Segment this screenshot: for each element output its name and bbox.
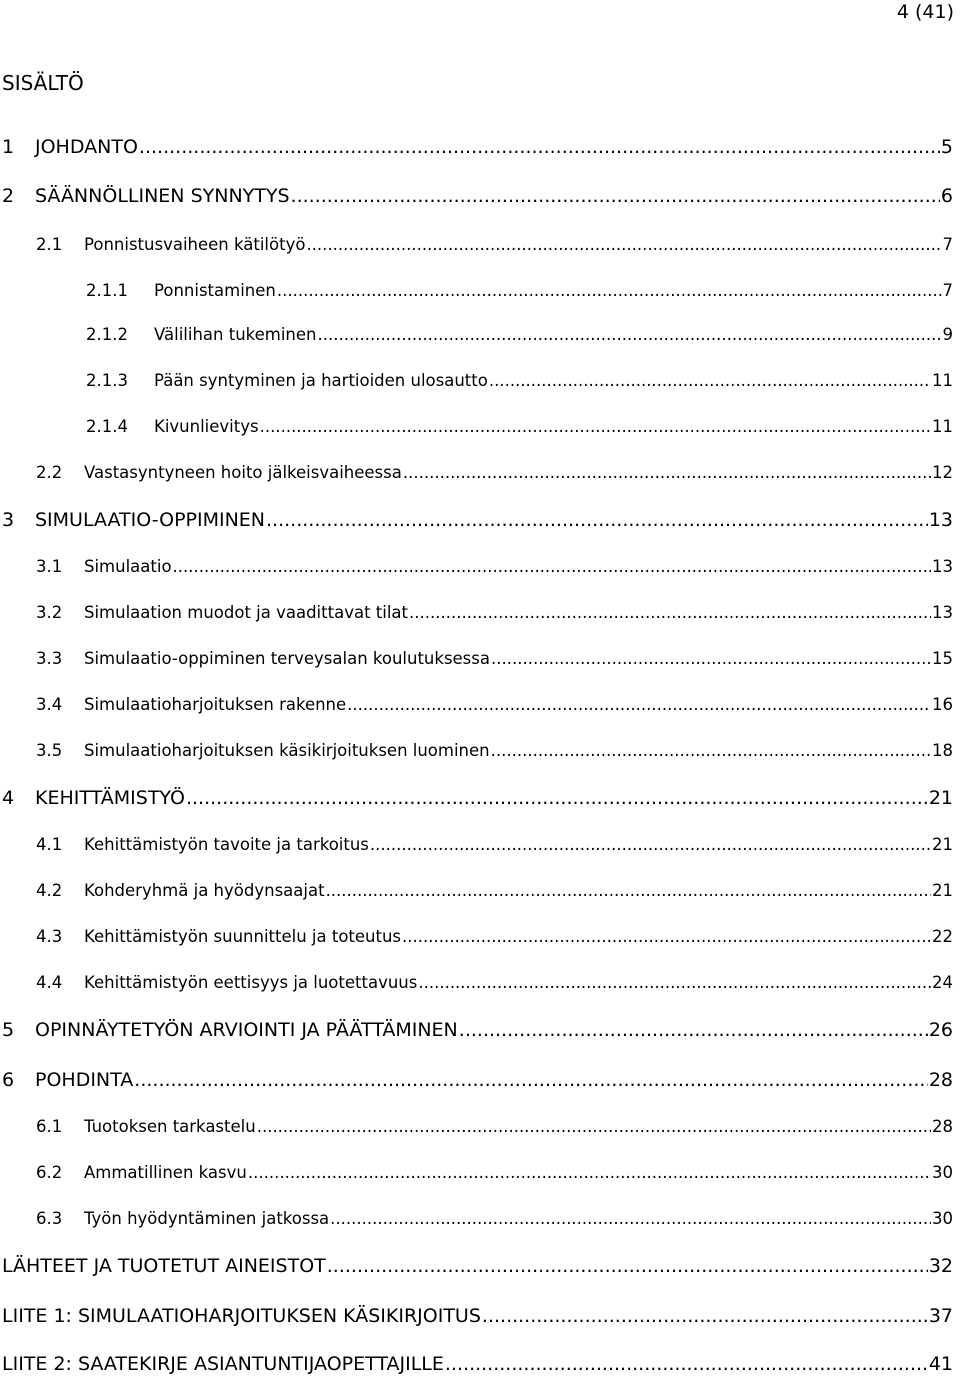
toc-number: 5 [2, 1019, 15, 1041]
toc-number: 2.2 [36, 463, 63, 482]
toc-title-text: Simulaatioharjoituksen rakenne [84, 695, 347, 714]
toc-entry-4[interactable] [2, 786, 953, 810]
toc-title-text: Kehittämistyön tavoite ja tarkoitus [84, 835, 369, 854]
toc-number: 3.2 [36, 603, 63, 622]
toc-page: 16 [932, 695, 953, 714]
toc-title-text: LIITE 2: SAATEKIRJE ASIANTUNTIJAOPETTAJILLE [2, 1353, 444, 1375]
toc-entry-2-1-2[interactable] [2, 324, 953, 346]
toc-entry-3-1[interactable] [2, 556, 953, 578]
toc-entry-4-4[interactable] [2, 972, 953, 994]
dot-leader [445, 1352, 928, 1376]
toc-number: 6.2 [36, 1163, 63, 1182]
dot-leader [491, 740, 931, 762]
toc-entry-1[interactable] [2, 135, 953, 159]
toc-page: 21 [932, 835, 953, 854]
toc-entry-2[interactable] [2, 184, 953, 208]
toc-page: 5 [940, 136, 953, 158]
dot-leader [418, 972, 931, 994]
toc-entry-lahteet[interactable] [2, 1254, 953, 1278]
toc-page: 13 [932, 557, 953, 576]
dot-leader [291, 184, 940, 208]
toc-number: 2.1.2 [86, 325, 128, 344]
toc-title-text: POHDINTA [35, 1069, 134, 1091]
toc-page: 30 [932, 1209, 953, 1228]
toc-entry-liite-2[interactable] [2, 1352, 953, 1376]
dot-leader [459, 1018, 928, 1042]
toc-title-text: Pään syntyminen ja hartioiden ulosautto [154, 371, 488, 390]
toc-number: 2.1.1 [86, 281, 128, 300]
dot-leader [402, 926, 931, 948]
toc-page: 41 [928, 1353, 953, 1375]
toc-page: 7 [942, 235, 953, 254]
dot-leader [248, 1162, 931, 1184]
toc-title-text: LIITE 1: SIMULAATIOHARJOITUKSEN KÄSIKIRJOITUS [2, 1305, 481, 1327]
toc-page: 24 [932, 973, 953, 992]
toc-entry-6[interactable] [2, 1068, 953, 1092]
toc-number: 2.1.4 [86, 417, 128, 436]
toc-entry-2-2[interactable] [2, 462, 953, 484]
toc-number: 6.1 [36, 1117, 63, 1136]
page-number: 4 (41) [896, 1, 954, 23]
toc-title-text: SIMULAATIO-OPPIMINEN [35, 509, 266, 531]
toc-title-text: Kohderyhmä ja hyödynsaajat [84, 881, 325, 900]
toc-page: 28 [928, 1069, 953, 1091]
dot-leader [491, 648, 931, 670]
dot-leader [330, 1208, 931, 1230]
toc-page: 11 [932, 371, 953, 390]
dot-leader [139, 135, 940, 159]
toc-entry-4-1[interactable] [2, 834, 953, 856]
toc-page: 12 [932, 463, 953, 482]
dot-leader [482, 1304, 928, 1328]
toc-title-text: Ammatillinen kasvu [84, 1163, 247, 1182]
dot-leader [173, 556, 931, 578]
toc-page: 9 [942, 325, 953, 344]
toc-title-text: Simulaatioharjoituksen käsikirjoituksen luominen [84, 741, 490, 760]
toc-title-text: Kehittämistyön suunnittelu ja toteutus [84, 927, 402, 946]
toc-entry-3-5[interactable] [2, 740, 953, 762]
dot-leader [347, 694, 931, 716]
toc-page: 21 [932, 881, 953, 900]
toc-title-text: Tuotoksen tarkastelu [84, 1117, 256, 1136]
toc-title-text: Työn hyödyntäminen jatkossa [84, 1209, 330, 1228]
dot-leader [257, 1116, 931, 1138]
dot-leader [186, 786, 928, 810]
toc-number: 2 [2, 185, 15, 207]
toc-number: 3.3 [36, 649, 63, 668]
toc-entry-5[interactable] [2, 1018, 953, 1042]
toc-title: SISÄLTÖ [2, 71, 84, 95]
toc-number: 4 [2, 787, 15, 809]
toc-entry-4-2[interactable] [2, 880, 953, 902]
toc-entry-3[interactable] [2, 508, 953, 532]
toc-entry-3-2[interactable] [2, 602, 953, 624]
toc-page: 13 [928, 509, 953, 531]
toc-title-text: OPINNÄYTETYÖN ARVIOINTI JA PÄÄTTÄMINEN [35, 1019, 458, 1041]
toc-entry-4-3[interactable] [2, 926, 953, 948]
toc-page: 32 [928, 1255, 953, 1277]
dot-leader [134, 1068, 928, 1092]
toc-page: 26 [928, 1019, 953, 1041]
toc-title-text: KEHITTÄMISTYÖ [35, 787, 185, 809]
toc-title-text: Ponnistaminen [154, 281, 276, 300]
toc-number: 2.1.3 [86, 371, 128, 390]
dot-leader [409, 602, 931, 624]
toc-number: 4.1 [36, 835, 63, 854]
toc-number: 4.2 [36, 881, 63, 900]
toc-page: 7 [942, 281, 953, 300]
toc-title-text: Simulaation muodot ja vaadittavat tilat [84, 603, 408, 622]
toc-title-text: Simulaatio-oppiminen terveysalan koulutuksessa [84, 649, 490, 668]
toc-number: 4.3 [36, 927, 63, 946]
toc-entry-6-1[interactable] [2, 1116, 953, 1138]
toc-page: 11 [932, 417, 953, 436]
toc-entry-3-4[interactable] [2, 694, 953, 716]
dot-leader [489, 370, 931, 392]
toc-title-text: LÄHTEET JA TUOTETUT AINEISTOT [2, 1255, 326, 1277]
dot-leader [327, 1254, 928, 1278]
toc-number: 3.5 [36, 741, 63, 760]
toc-entry-2-1-3[interactable] [2, 370, 953, 392]
toc-title-text: Välilihan tukeminen [154, 325, 317, 344]
toc-title-text: Vastasyntyneen hoito jälkeisvaiheessa [84, 463, 402, 482]
toc-title-text: Kivunlievitys [154, 417, 259, 436]
toc-number: 6 [2, 1069, 15, 1091]
toc-title-text: JOHDANTO [35, 136, 138, 158]
toc-entry-3-3[interactable] [2, 648, 953, 670]
toc-entry-2-1-1[interactable] [2, 280, 953, 302]
dot-leader [260, 416, 931, 438]
toc-page: 6 [940, 185, 953, 207]
toc-page: 37 [928, 1305, 953, 1327]
dot-leader [277, 280, 942, 302]
toc-title-text: Kehittämistyön eettisyys ja luotettavuus [84, 973, 418, 992]
toc-page: 28 [932, 1117, 953, 1136]
toc-number: 2.1 [36, 235, 63, 254]
toc-page: 22 [932, 927, 953, 946]
toc-entry-liite-1[interactable] [2, 1304, 953, 1328]
dot-leader [266, 508, 928, 532]
toc-page: 13 [932, 603, 953, 622]
toc-entry-6-3[interactable] [2, 1208, 953, 1230]
dot-leader [306, 234, 941, 256]
toc-page: 18 [932, 741, 953, 760]
toc-entry-2-1[interactable] [2, 234, 953, 256]
dot-leader [403, 462, 931, 484]
toc-number: 4.4 [36, 973, 63, 992]
toc-page: 30 [932, 1163, 953, 1182]
toc-number: 3 [2, 509, 15, 531]
dot-leader [370, 834, 931, 856]
toc-title-text: Ponnistusvaiheen kätilötyö [84, 235, 306, 254]
toc-title-text: Simulaatio [84, 557, 172, 576]
toc-page: 15 [932, 649, 953, 668]
toc-entry-2-1-4[interactable] [2, 416, 953, 438]
toc-entry-6-2[interactable] [2, 1162, 953, 1184]
toc-title-text: SÄÄNNÖLLINEN SYNNYTYS [35, 185, 290, 207]
dot-leader [326, 880, 931, 902]
toc-number: 3.1 [36, 557, 63, 576]
toc-page: 21 [928, 787, 953, 809]
dot-leader [318, 324, 942, 346]
toc-number: 6.3 [36, 1209, 63, 1228]
toc-number: 1 [2, 136, 15, 158]
toc-number: 3.4 [36, 695, 63, 714]
